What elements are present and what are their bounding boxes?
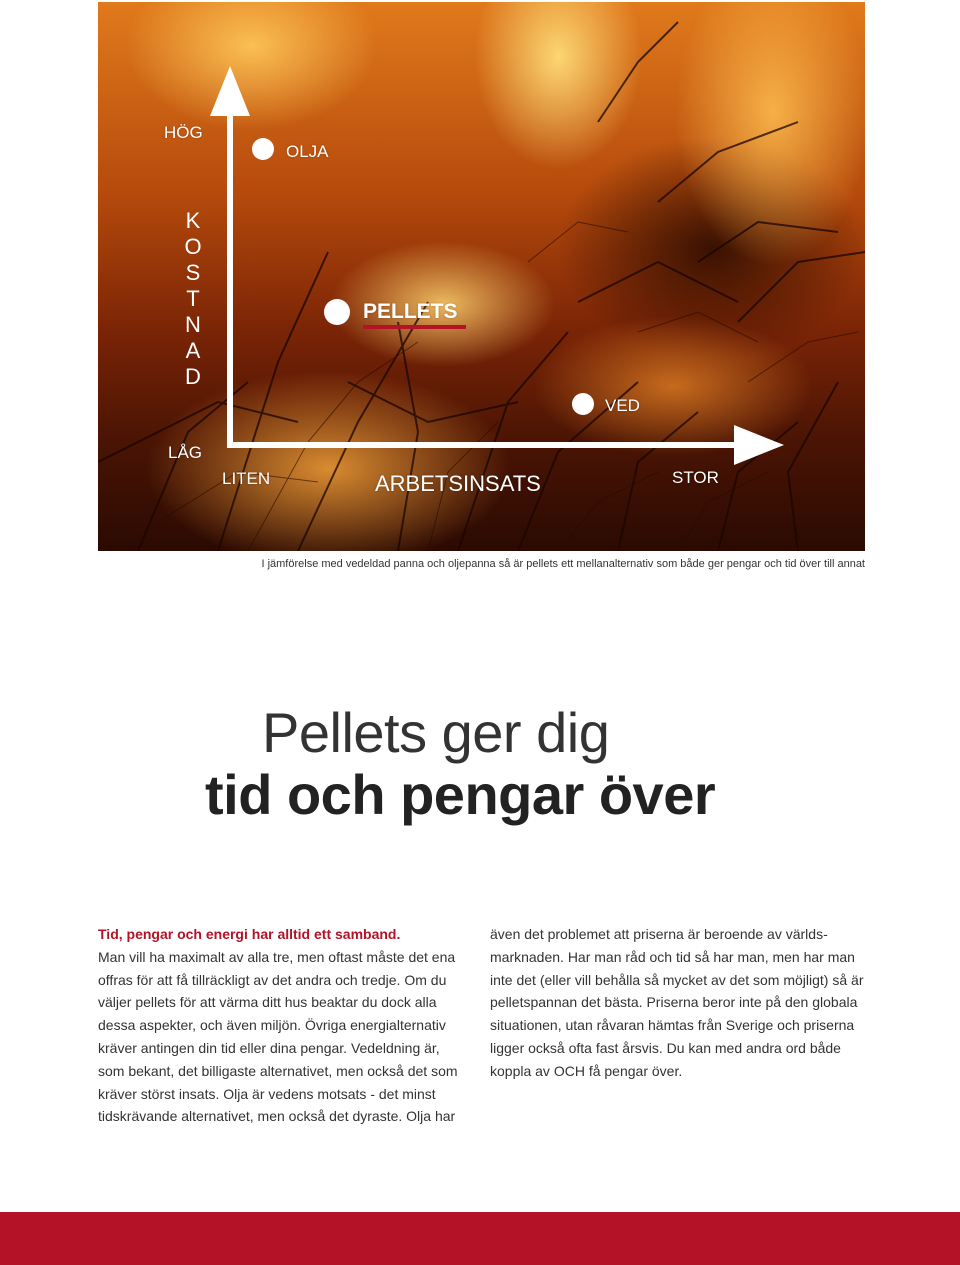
diagram-axes [210,66,784,465]
burning-twigs-graphic [98,2,865,551]
photo-caption: I jämförelse med vedeldad panna och oljepanna så är pellets ett mellanalternativ som både ger pengar och tid över till annat [261,558,865,570]
x-axis-high-label: STOR [672,468,719,487]
y-axis-letter: N [185,312,201,337]
olja-point-label: OLJA [286,142,329,161]
body-paragraph-right: även det problemet att priserna är beroende av världs-marknaden. Har man råd och tid så har man, men har man inte det (eller vill behålla så mycket av det som möjligt) så är pelletspannan det bästa. Priserna beror inte på den globala situationen, utan råvaran hämtas från Sverige och priserna ligger också ofta fast årsvis. Du kan med andra ord både koppla av OCH få pengar över. [490,926,864,1079]
fire-photo-diagram [98,2,865,551]
y-axis-title [180,208,206,390]
lead-sentence: Tid, pengar och energi har alltid ett samband. [98,926,401,942]
y-axis-letter: O [184,234,202,259]
body-column-left [98,923,470,1128]
y-axis-letter: A [185,338,201,363]
y-axis-letter: S [185,260,201,285]
footer-color-bar [0,1212,960,1265]
body-paragraph-left: Man vill ha maximalt av alla tre, men oftast måste det ena offras för att få tillräckligt av det andra och tredje. Om du väljer pellets för att värma ditt hus beaktar du dock alla dessa aspekter, och även miljön. Övriga energialternativ kräver antingen din tid eller dina pengar. Vedeldning är, som bekant, det billigaste alternativet, men också det som kräver störst insats. Olja är vedens motsats - det minst tidskrävande alternativet, men också det dyraste. Olja har [98,948,458,1125]
y-axis-high-label: HÖG [164,123,203,142]
x-axis-title: ARBETSINSATS [375,471,541,496]
headline-line-1: Pellets ger dig [262,701,610,764]
pellets-point-marker [324,299,350,325]
ved-point-label: VED [605,396,640,415]
y-axis-letter: D [185,364,201,389]
y-axis-arrow-icon [210,66,250,116]
pellets-point-label: PELLETS [363,300,458,323]
x-axis-line [227,442,747,448]
y-axis-low-label: LÅG [168,443,203,462]
pellets-underline [363,325,466,329]
olja-point-marker [252,138,274,160]
y-axis-letter: K [185,208,201,233]
body-column-right [490,923,870,1083]
headline-line-2: tid och pengar över [205,763,716,826]
x-axis-arrow-icon [734,425,784,465]
x-axis-low-label: LITEN [222,469,271,488]
y-axis-line [227,108,233,448]
ved-point-marker [572,393,594,415]
y-axis-letter: T [186,286,200,311]
